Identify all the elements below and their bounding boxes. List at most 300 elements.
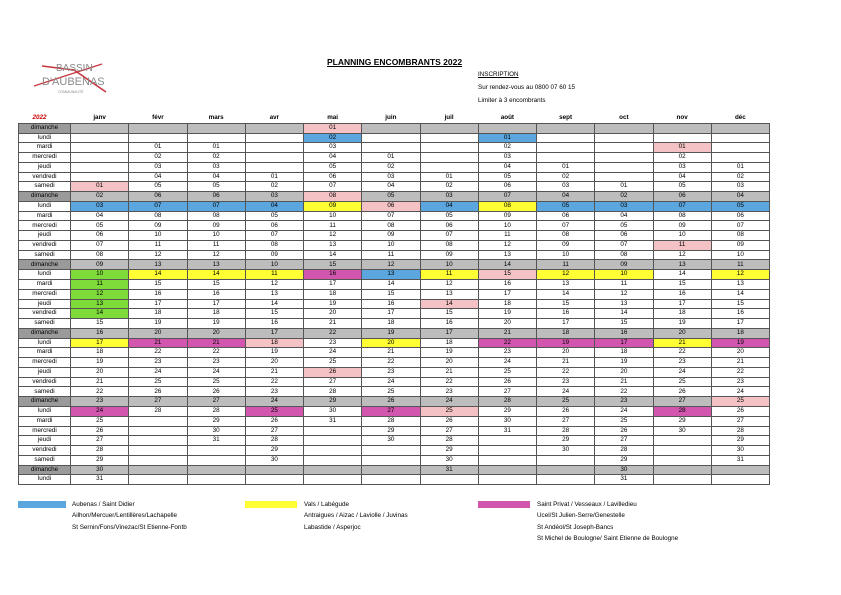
date-cell: 17 (537, 319, 595, 329)
weekday-label: jeudi (19, 299, 71, 309)
weekday-label: jeudi (19, 162, 71, 172)
date-cell: 09 (245, 250, 303, 260)
date-cell: 27 (304, 377, 362, 387)
date-cell (537, 475, 595, 485)
date-cell: 01 (595, 182, 653, 192)
date-cell: 26 (187, 387, 245, 397)
date-cell: 07 (362, 211, 420, 221)
date-cell: 30 (187, 426, 245, 436)
date-cell: 18 (420, 338, 478, 348)
date-cell: 11 (304, 221, 362, 231)
month-header: janv (71, 114, 129, 123)
date-cell: 11 (129, 240, 187, 250)
date-cell: 13 (595, 299, 653, 309)
date-cell: 28 (129, 406, 187, 416)
date-cell: 29 (478, 406, 536, 416)
month-header: sept (537, 114, 595, 123)
day-row (19, 280, 770, 290)
date-cell: 07 (245, 231, 303, 241)
date-cell: 02 (129, 153, 187, 163)
day-row (19, 123, 770, 133)
date-cell: 03 (653, 162, 711, 172)
date-cell: 30 (304, 406, 362, 416)
date-cell (653, 436, 711, 446)
date-cell (129, 123, 187, 133)
date-cell: 25 (653, 377, 711, 387)
date-cell: 21 (420, 367, 478, 377)
date-cell: 05 (304, 162, 362, 172)
date-cell: 14 (129, 270, 187, 280)
inscription-limit: Limiter à 3 encombrants (478, 97, 546, 104)
date-cell: 12 (478, 240, 536, 250)
month-header: oct (595, 114, 653, 123)
date-cell: 30 (245, 455, 303, 465)
weekday-label: mercredi (19, 289, 71, 299)
date-cell: 15 (187, 280, 245, 290)
date-cell: 13 (653, 260, 711, 270)
date-cell: 07 (187, 201, 245, 211)
date-cell: 07 (129, 201, 187, 211)
date-cell: 10 (71, 270, 129, 280)
date-cell: 31 (595, 475, 653, 485)
date-cell: 13 (711, 280, 769, 290)
date-cell: 06 (595, 231, 653, 241)
date-cell: 11 (420, 270, 478, 280)
date-cell: 12 (71, 289, 129, 299)
date-cell: 15 (245, 309, 303, 319)
date-cell: 23 (187, 358, 245, 368)
date-cell: 06 (187, 192, 245, 202)
date-cell: 13 (129, 260, 187, 270)
date-cell (653, 446, 711, 456)
date-cell: 26 (653, 387, 711, 397)
date-cell (304, 426, 362, 436)
date-cell (362, 455, 420, 465)
weekday-label: lundi (19, 133, 71, 143)
date-cell (478, 436, 536, 446)
day-row (19, 397, 770, 407)
date-cell: 07 (595, 240, 653, 250)
date-cell: 03 (711, 182, 769, 192)
date-cell: 01 (711, 162, 769, 172)
date-cell: 06 (711, 211, 769, 221)
date-cell: 14 (304, 250, 362, 260)
date-cell: 23 (420, 387, 478, 397)
date-cell: 04 (653, 172, 711, 182)
date-cell (711, 465, 769, 475)
date-cell: 18 (129, 309, 187, 319)
date-cell: 17 (595, 338, 653, 348)
date-cell: 12 (595, 289, 653, 299)
weekday-label: lundi (19, 475, 71, 485)
date-cell: 14 (71, 309, 129, 319)
month-header: avr (245, 114, 303, 123)
date-cell: 08 (245, 240, 303, 250)
date-cell: 09 (420, 250, 478, 260)
date-cell (595, 123, 653, 133)
date-cell: 16 (245, 319, 303, 329)
date-cell: 02 (420, 182, 478, 192)
date-cell (129, 436, 187, 446)
date-cell (711, 123, 769, 133)
date-cell: 21 (187, 338, 245, 348)
day-row (19, 133, 770, 143)
date-cell: 18 (478, 299, 536, 309)
weekday-label: vendredi (19, 377, 71, 387)
date-cell: 17 (420, 328, 478, 338)
date-cell: 21 (245, 367, 303, 377)
legend-commune-line: Ucel/St Julien-Serre/Genestelle (537, 512, 625, 520)
weekday-label: dimanche (19, 260, 71, 270)
date-cell: 28 (187, 406, 245, 416)
planning-table (18, 114, 770, 485)
date-cell: 17 (71, 338, 129, 348)
date-cell: 10 (595, 270, 653, 280)
date-cell: 20 (245, 358, 303, 368)
date-cell: 16 (187, 289, 245, 299)
logo-line2: D'AUBENAS (42, 76, 105, 88)
date-cell: 09 (653, 221, 711, 231)
date-cell: 24 (420, 397, 478, 407)
date-cell: 14 (595, 309, 653, 319)
date-cell: 09 (362, 231, 420, 241)
day-row (19, 240, 770, 250)
date-cell: 25 (711, 397, 769, 407)
date-cell (595, 172, 653, 182)
legend-commune-line: St Sernin/Fons/Vinezac/St Etienne-Fontb (72, 523, 187, 531)
date-cell (129, 455, 187, 465)
date-cell: 23 (711, 377, 769, 387)
date-cell: 12 (187, 250, 245, 260)
day-row (19, 436, 770, 446)
date-cell: 22 (129, 348, 187, 358)
date-cell: 19 (71, 358, 129, 368)
legend-commune-line: St Michel de Boulogne/ Saint Etienne de Boulogne (537, 534, 679, 542)
date-cell: 19 (537, 338, 595, 348)
weekday-label: mardi (19, 211, 71, 221)
date-cell: 15 (537, 299, 595, 309)
date-cell: 28 (653, 406, 711, 416)
date-cell: 19 (420, 348, 478, 358)
date-cell: 01 (537, 162, 595, 172)
date-cell: 28 (711, 426, 769, 436)
date-cell: 13 (71, 299, 129, 309)
day-row (19, 309, 770, 319)
date-cell: 02 (304, 133, 362, 143)
date-cell: 10 (187, 231, 245, 241)
date-cell: 26 (245, 416, 303, 426)
day-row (19, 299, 770, 309)
day-row (19, 328, 770, 338)
inscription-heading: INSCRIPTION (478, 71, 519, 78)
weekday-label: vendredi (19, 172, 71, 182)
date-cell: 08 (304, 192, 362, 202)
date-cell: 09 (537, 240, 595, 250)
date-cell: 16 (537, 309, 595, 319)
date-cell: 29 (711, 436, 769, 446)
weekday-label: jeudi (19, 436, 71, 446)
date-cell: 17 (245, 328, 303, 338)
date-cell: 15 (129, 280, 187, 290)
weekday-label: mardi (19, 280, 71, 290)
date-cell (129, 133, 187, 143)
legend-swatch-magenta (478, 501, 530, 508)
date-cell: 21 (129, 338, 187, 348)
date-cell: 29 (245, 446, 303, 456)
day-row (19, 211, 770, 221)
date-cell: 13 (362, 270, 420, 280)
date-cell: 24 (478, 358, 536, 368)
date-cell: 19 (245, 348, 303, 358)
date-cell: 29 (595, 455, 653, 465)
date-cell: 31 (304, 416, 362, 426)
date-cell: 13 (478, 250, 536, 260)
date-cell: 12 (711, 270, 769, 280)
date-cell: 10 (478, 221, 536, 231)
date-cell: 25 (420, 406, 478, 416)
date-cell: 24 (362, 377, 420, 387)
date-cell (362, 475, 420, 485)
date-cell: 13 (187, 260, 245, 270)
date-cell: 31 (420, 465, 478, 475)
date-cell: 16 (595, 328, 653, 338)
date-cell: 29 (71, 455, 129, 465)
date-cell: 01 (653, 143, 711, 153)
date-cell: 07 (304, 182, 362, 192)
date-cell: 16 (304, 270, 362, 280)
date-cell: 19 (187, 319, 245, 329)
date-cell (187, 465, 245, 475)
day-row (19, 446, 770, 456)
date-cell: 09 (595, 260, 653, 270)
date-cell: 26 (71, 426, 129, 436)
weekday-label: samedi (19, 182, 71, 192)
logo-line3: COMMUNAUTÉ (58, 90, 84, 94)
date-cell: 24 (711, 387, 769, 397)
weekday-label: dimanche (19, 397, 71, 407)
legend-commune-line: Labastide / Asperjoc (304, 523, 361, 531)
day-row (19, 475, 770, 485)
day-row (19, 377, 770, 387)
date-cell: 28 (245, 436, 303, 446)
date-cell: 14 (478, 260, 536, 270)
date-cell: 18 (71, 348, 129, 358)
date-cell: 09 (187, 221, 245, 231)
date-cell: 06 (245, 221, 303, 231)
date-cell: 16 (420, 319, 478, 329)
date-cell: 25 (245, 406, 303, 416)
date-cell: 17 (653, 299, 711, 309)
date-cell: 06 (420, 221, 478, 231)
date-cell: 21 (653, 338, 711, 348)
date-cell: 03 (304, 143, 362, 153)
date-cell: 04 (245, 201, 303, 211)
weekday-label: mardi (19, 143, 71, 153)
weekday-label: lundi (19, 338, 71, 348)
date-cell (129, 465, 187, 475)
date-cell (304, 436, 362, 446)
date-cell: 08 (478, 201, 536, 211)
date-cell: 03 (420, 192, 478, 202)
date-cell: 25 (595, 416, 653, 426)
date-cell: 05 (595, 221, 653, 231)
day-row (19, 319, 770, 329)
date-cell: 24 (304, 348, 362, 358)
date-cell: 16 (362, 299, 420, 309)
date-cell: 12 (537, 270, 595, 280)
date-cell: 12 (129, 250, 187, 260)
weekday-label: jeudi (19, 367, 71, 377)
date-cell: 05 (71, 221, 129, 231)
weekday-label: samedi (19, 455, 71, 465)
date-cell (537, 153, 595, 163)
day-row (19, 338, 770, 348)
date-cell: 30 (653, 426, 711, 436)
bassin-aubenas-logo (22, 52, 122, 102)
legend-commune-line: Aubenas / Saint Didier (72, 501, 135, 508)
date-cell: 15 (711, 299, 769, 309)
date-cell: 17 (711, 319, 769, 329)
date-cell: 29 (537, 436, 595, 446)
date-cell (245, 153, 303, 163)
date-cell: 21 (478, 328, 536, 338)
date-cell (362, 133, 420, 143)
date-cell: 11 (187, 240, 245, 250)
date-cell: 31 (711, 455, 769, 465)
date-cell: 23 (129, 358, 187, 368)
date-cell: 03 (71, 201, 129, 211)
date-cell: 03 (537, 182, 595, 192)
date-cell (711, 153, 769, 163)
date-cell: 04 (711, 192, 769, 202)
date-cell: 22 (362, 358, 420, 368)
date-cell: 31 (71, 475, 129, 485)
date-cell (245, 465, 303, 475)
date-cell: 18 (362, 319, 420, 329)
date-cell (653, 123, 711, 133)
date-cell: 06 (304, 172, 362, 182)
date-cell: 01 (245, 172, 303, 182)
date-cell: 09 (711, 240, 769, 250)
date-cell: 23 (537, 377, 595, 387)
date-cell: 20 (304, 309, 362, 319)
weekday-label: samedi (19, 319, 71, 329)
day-row (19, 387, 770, 397)
date-cell: 03 (129, 162, 187, 172)
date-cell: 02 (595, 192, 653, 202)
date-cell: 12 (304, 231, 362, 241)
date-cell: 24 (537, 387, 595, 397)
page-title: PLANNING ENCOMBRANTS 2022 (327, 57, 463, 67)
date-cell: 05 (245, 211, 303, 221)
date-cell (362, 123, 420, 133)
weekday-label: mercredi (19, 426, 71, 436)
date-cell: 10 (304, 211, 362, 221)
month-header: mars (187, 114, 245, 123)
date-cell: 22 (478, 338, 536, 348)
date-cell (537, 133, 595, 143)
day-row (19, 465, 770, 475)
date-cell (304, 446, 362, 456)
date-cell (71, 162, 129, 172)
legend-swatch-yellow (245, 501, 297, 508)
date-cell: 31 (478, 426, 536, 436)
date-cell: 20 (420, 358, 478, 368)
date-cell: 03 (478, 153, 536, 163)
date-cell: 08 (595, 250, 653, 260)
date-cell: 08 (71, 250, 129, 260)
month-header-row (19, 114, 770, 123)
date-cell: 02 (245, 182, 303, 192)
date-cell: 14 (653, 270, 711, 280)
date-cell: 08 (537, 231, 595, 241)
date-cell: 18 (595, 348, 653, 358)
date-cell: 20 (595, 367, 653, 377)
weekday-label: samedi (19, 250, 71, 260)
date-cell: 27 (711, 416, 769, 426)
date-cell: 23 (595, 397, 653, 407)
date-cell: 23 (304, 338, 362, 348)
date-cell (537, 455, 595, 465)
date-cell: 02 (537, 172, 595, 182)
date-cell: 22 (653, 348, 711, 358)
date-cell: 10 (362, 240, 420, 250)
date-cell (478, 455, 536, 465)
date-cell: 15 (304, 260, 362, 270)
date-cell: 27 (478, 387, 536, 397)
weekday-label: vendredi (19, 240, 71, 250)
day-row (19, 201, 770, 211)
day-row (19, 143, 770, 153)
date-cell: 23 (362, 367, 420, 377)
date-cell: 20 (711, 348, 769, 358)
date-cell: 16 (129, 289, 187, 299)
date-cell (420, 162, 478, 172)
date-cell: 10 (537, 250, 595, 260)
date-cell: 08 (187, 211, 245, 221)
date-cell: 19 (595, 358, 653, 368)
day-row (19, 270, 770, 280)
date-cell: 07 (71, 240, 129, 250)
date-cell: 18 (187, 309, 245, 319)
date-cell: 28 (71, 446, 129, 456)
date-cell: 11 (595, 280, 653, 290)
date-cell (129, 416, 187, 426)
date-cell: 30 (71, 465, 129, 475)
date-cell (245, 143, 303, 153)
date-cell: 17 (304, 280, 362, 290)
date-cell (653, 465, 711, 475)
day-row (19, 192, 770, 202)
date-cell (187, 446, 245, 456)
date-cell: 22 (711, 367, 769, 377)
date-cell: 04 (595, 211, 653, 221)
date-cell (537, 465, 595, 475)
weekday-label: lundi (19, 406, 71, 416)
date-cell: 12 (653, 250, 711, 260)
date-cell: 27 (420, 426, 478, 436)
date-cell: 13 (245, 289, 303, 299)
date-cell: 05 (711, 201, 769, 211)
date-cell: 06 (362, 201, 420, 211)
legend-commune-line: Antraigues / Aizac / Laviolle / Juvinas (304, 512, 408, 520)
date-cell: 20 (362, 338, 420, 348)
date-cell (245, 162, 303, 172)
date-cell: 09 (71, 260, 129, 270)
date-cell: 21 (537, 358, 595, 368)
date-cell (653, 455, 711, 465)
legend-swatch-blue (18, 501, 66, 508)
